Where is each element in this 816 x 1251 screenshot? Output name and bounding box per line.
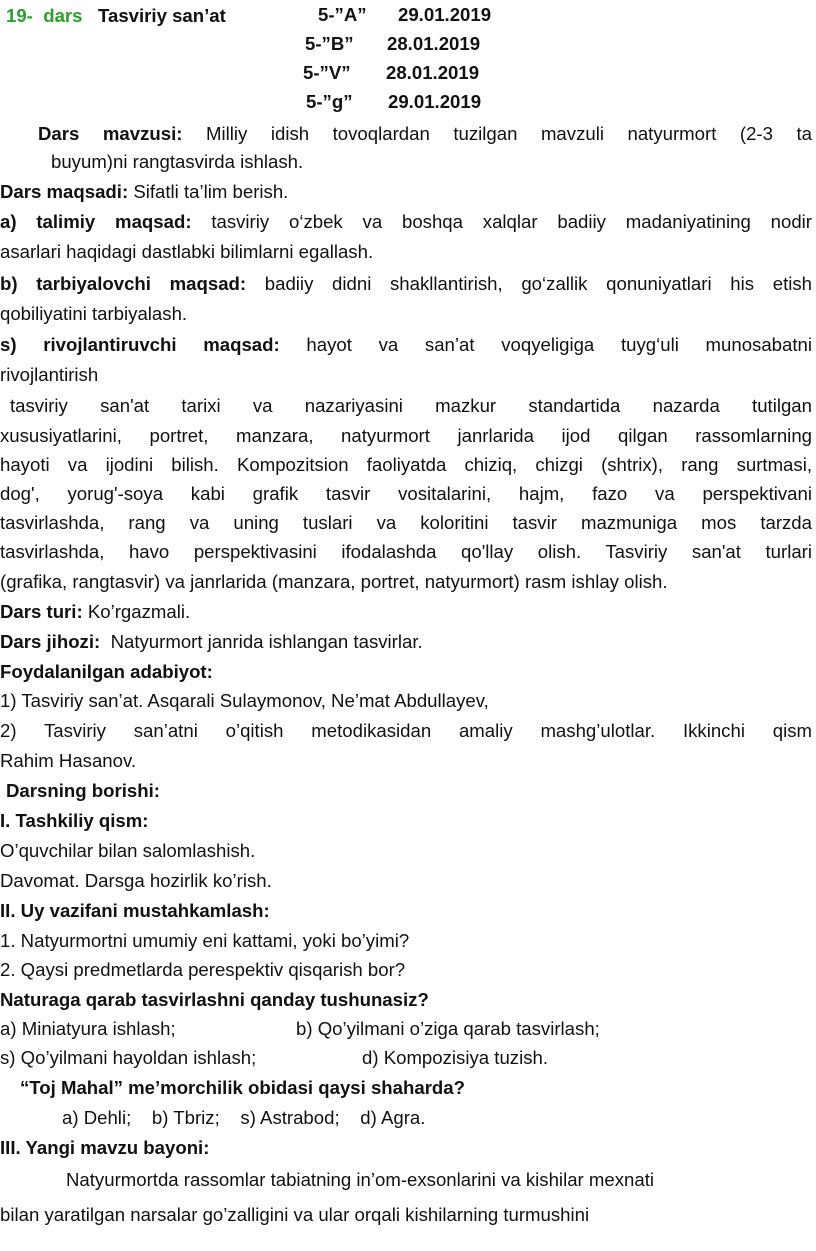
upbringing-goal-text: badiiy didni shakllantirish, go‘zallik qonuniyatlari his etish: [264, 273, 812, 294]
taj-mahal-answers: a) Dehli; b) Tbriz; s) Astrabod; d) Agra.: [62, 1107, 426, 1128]
lesson-number: 19-: [6, 5, 33, 26]
new-topic-label: III. Yangi mavzu bayoni:: [0, 1137, 210, 1158]
topic-line: [38, 122, 812, 146]
class-name: 5-”B”: [305, 33, 354, 54]
lesson-equipment-text: Natyurmort janrida ishlangan tasvirlar.: [110, 631, 423, 652]
developmental-goal-text: hayot va san’at voqyeligiga tuyg‘uli munosabatni: [306, 334, 812, 355]
taj-mahal-question: [20, 1076, 810, 1100]
educational-goal-label: a) talimiy maqsad:: [0, 211, 192, 232]
upbringing-goal-continuation: qobiliyatini tarbiyalash.: [0, 303, 188, 324]
paragraph-line: tasvirlashda, havo perspektivasini ifodalashda qo'llay olish. Tasviriy san'at turlari: [0, 541, 812, 562]
new-topic-heading: [0, 1136, 816, 1160]
lesson-progress-heading: [6, 779, 816, 803]
answer-option: b) Qo’yilmani o’ziga qarab tasvirlash;: [296, 1018, 600, 1039]
homework-question: 2. Qaysi predmetlarda perespektiv qisqarish bor?: [0, 959, 406, 980]
class-name: 5-”V”: [303, 62, 351, 83]
developmental-goal-line: [0, 333, 812, 357]
goal-line: [0, 180, 816, 204]
class-date: 28.01.2019: [386, 62, 480, 83]
class-name: 5-”A”: [318, 4, 367, 25]
organization-label: I. Tashkiliy qism:: [0, 810, 149, 831]
lesson-equipment-line: [0, 630, 816, 654]
taj-mahal-question-text: “Toj Mahal” me’morchilik obidasi qaysi shaharda?: [20, 1077, 465, 1098]
paragraph-line: tasvirlashda, rang va uning tuslari va koloritini tasvir mazmuniga mos tarzda: [0, 512, 812, 533]
lesson-type-text: Ko’rgazmali.: [87, 601, 191, 622]
class-date: 28.01.2019: [387, 33, 481, 54]
homework-question: 1. Natyurmortni umumiy eni kattami, yoki bo’yimi?: [0, 930, 410, 951]
literature-item: 2) Tasviriy san’atni o’qitish metodikasidan amaliy mashg’ulotlar. Ikkinchi qism: [0, 720, 812, 741]
developmental-goal-continuation: rivojlantirish: [0, 364, 99, 385]
developmental-goal-label: s) rivojlantiruvchi maqsad:: [0, 334, 280, 355]
class-date: 29.01.2019: [388, 91, 482, 112]
upbringing-goal-label: b) tarbiyalovchi maqsad:: [0, 273, 247, 294]
literature-item: 1) Tasviriy san’at. Asqarali Sulaymonov, Ne’mat Abdullayev,: [0, 690, 489, 711]
subject-title: Tasviriy san’at: [98, 5, 226, 26]
answer-option: d) Kompozisiya tuzish.: [362, 1047, 549, 1068]
lesson-progress-label: Darsning borishi:: [6, 780, 160, 801]
answer-option: a) Miniatyura ishlash;: [0, 1018, 176, 1039]
homework-label: II. Uy vazifani mustahkamlash:: [0, 900, 270, 921]
topic-continuation: buyum)ni rangtasvirda ishlash.: [51, 151, 304, 172]
new-topic-line: Natyurmortda rassomlar tabiatning in’om-exsonlarini va kishilar mexnati: [66, 1169, 655, 1190]
organization-line: O’quvchilar bilan salomlashish.: [0, 840, 256, 861]
organization-heading: [0, 809, 816, 833]
lesson-type-label: Dars turi:: [0, 601, 83, 622]
class-name: 5-”g”: [306, 91, 353, 112]
paragraph-line: tasviriy san'at tarixi va nazariyasini mazkur standartida nazarda tutilgan: [10, 395, 812, 416]
topic-label: Dars mavzusi:: [38, 123, 183, 144]
paragraph-line: xususiyatlarini, portret, manzara, natyurmort janrlarida ijod qilgan rassomlarning: [0, 425, 812, 446]
homework-heading: [0, 899, 816, 923]
organization-line: Davomat. Darsga hozirlik ko’rish.: [0, 870, 272, 891]
class-date: 29.01.2019: [398, 4, 492, 25]
educational-goal-text: tasviriy o‘zbek va boshqa xalqlar badiiy madaniyatining nodir: [211, 211, 812, 232]
lesson-equipment-label: Dars jihozi:: [0, 631, 101, 652]
literature-item-continuation: Rahim Hasanov.: [0, 750, 137, 771]
literature-heading: [0, 660, 816, 684]
nature-question: [0, 988, 816, 1012]
lesson-type-line: [0, 600, 816, 624]
literature-label: Foydalanilgan adabiyot:: [0, 661, 213, 682]
goal-label: Dars maqsadi:: [0, 181, 129, 202]
nature-question-text: Naturaga qarab tasvirlashni qanday tushunasiz?: [0, 989, 429, 1010]
topic-text: Milliy idish tovoqlardan tuzilgan mavzuli natyurmort (2-3 ta: [206, 123, 813, 144]
paragraph-line: dog', yorug'-soya kabi grafik tasvir vositalarini, hajm, fazo va perspektivani: [0, 483, 812, 504]
lesson-word: dars: [43, 5, 83, 26]
upbringing-goal-line: [0, 272, 812, 296]
paragraph-line: (grafika, rangtasvir) va janrlarida (manzara, portret, natyurmort) rasm ishlay olish.: [0, 571, 668, 592]
educational-goal-line: [0, 210, 812, 234]
new-topic-line: bilan yaratilgan narsalar go’zalligini va ular orqali kishilarning turmushini: [0, 1204, 590, 1225]
goal-text: Sifatli ta’lim berish.: [133, 181, 289, 202]
paragraph-line: hayoti va ijodini bilish. Kompozitsion faoliyatda chiziq, chizgi (shtrix), rang surtmasi,: [0, 454, 812, 475]
answer-option: s) Qo’yilmani hayoldan ishlash;: [0, 1047, 257, 1068]
educational-goal-continuation: asarlari haqidagi dastlabki bilimlarni egallash.: [0, 241, 374, 262]
